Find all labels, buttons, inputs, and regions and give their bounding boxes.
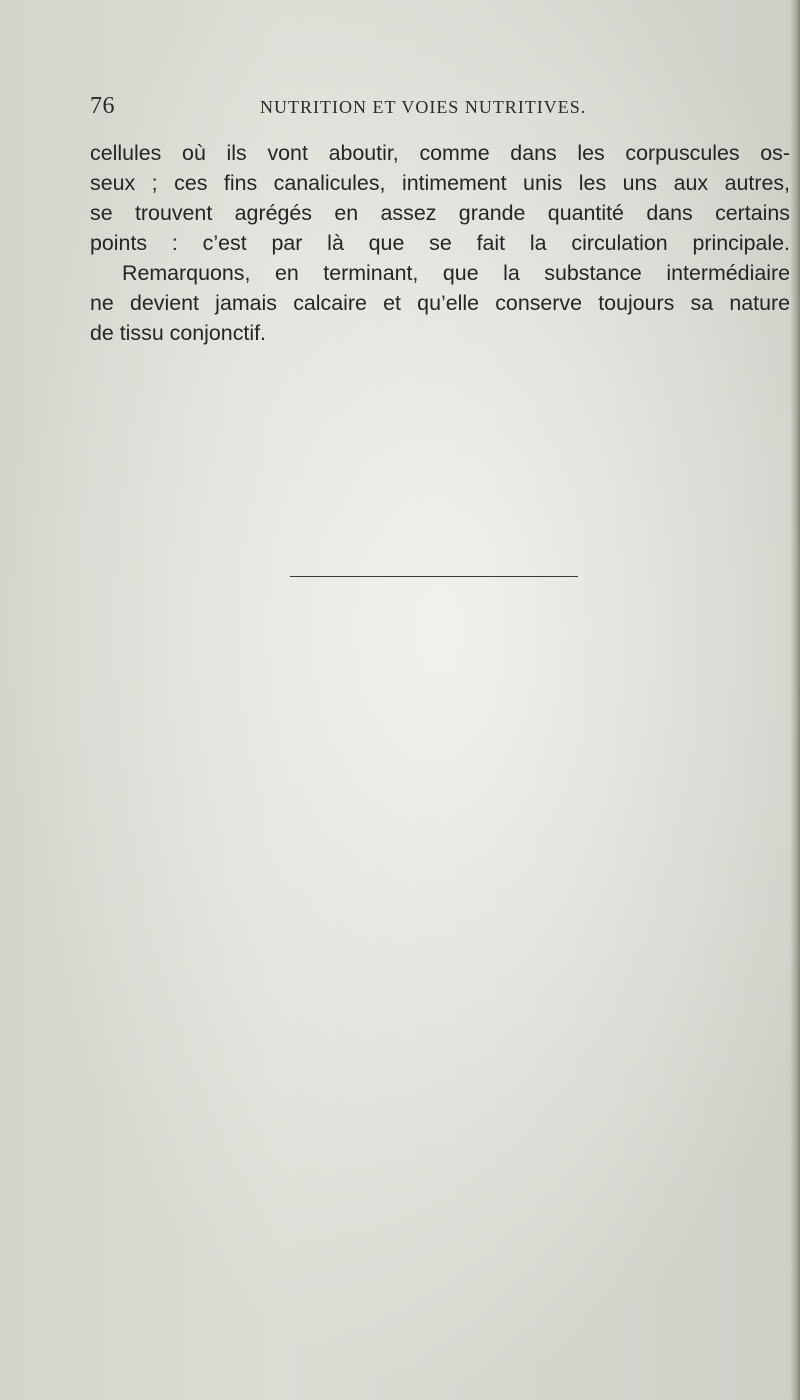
text-line: de tissu conjonctif. — [90, 321, 266, 345]
text-line: cellules où ils vont aboutir, comme dans les corpuscules os- — [90, 141, 790, 165]
page-number: 76 — [90, 93, 115, 119]
running-title: NUTRITION ET VOIES NUTRITIVES. — [260, 97, 587, 117]
text-line: se trouvent agrégés en assez grande quantité dans certains — [90, 201, 790, 225]
text-line: points : c’est par là que se fait la circulation principale. — [90, 231, 790, 255]
text-line: Remarquons, en terminant, que la substance intermédiaire — [122, 261, 790, 285]
body-text — [90, 138, 790, 348]
page-edge-shadow — [790, 0, 800, 1400]
section-divider-rule — [290, 576, 578, 577]
page-header — [90, 94, 790, 120]
text-line: seux ; ces fins canalicules, intimement unis les uns aux autres, — [90, 171, 790, 195]
text-line: ne devient jamais calcaire et qu’elle conserve toujours sa nature — [90, 291, 790, 315]
